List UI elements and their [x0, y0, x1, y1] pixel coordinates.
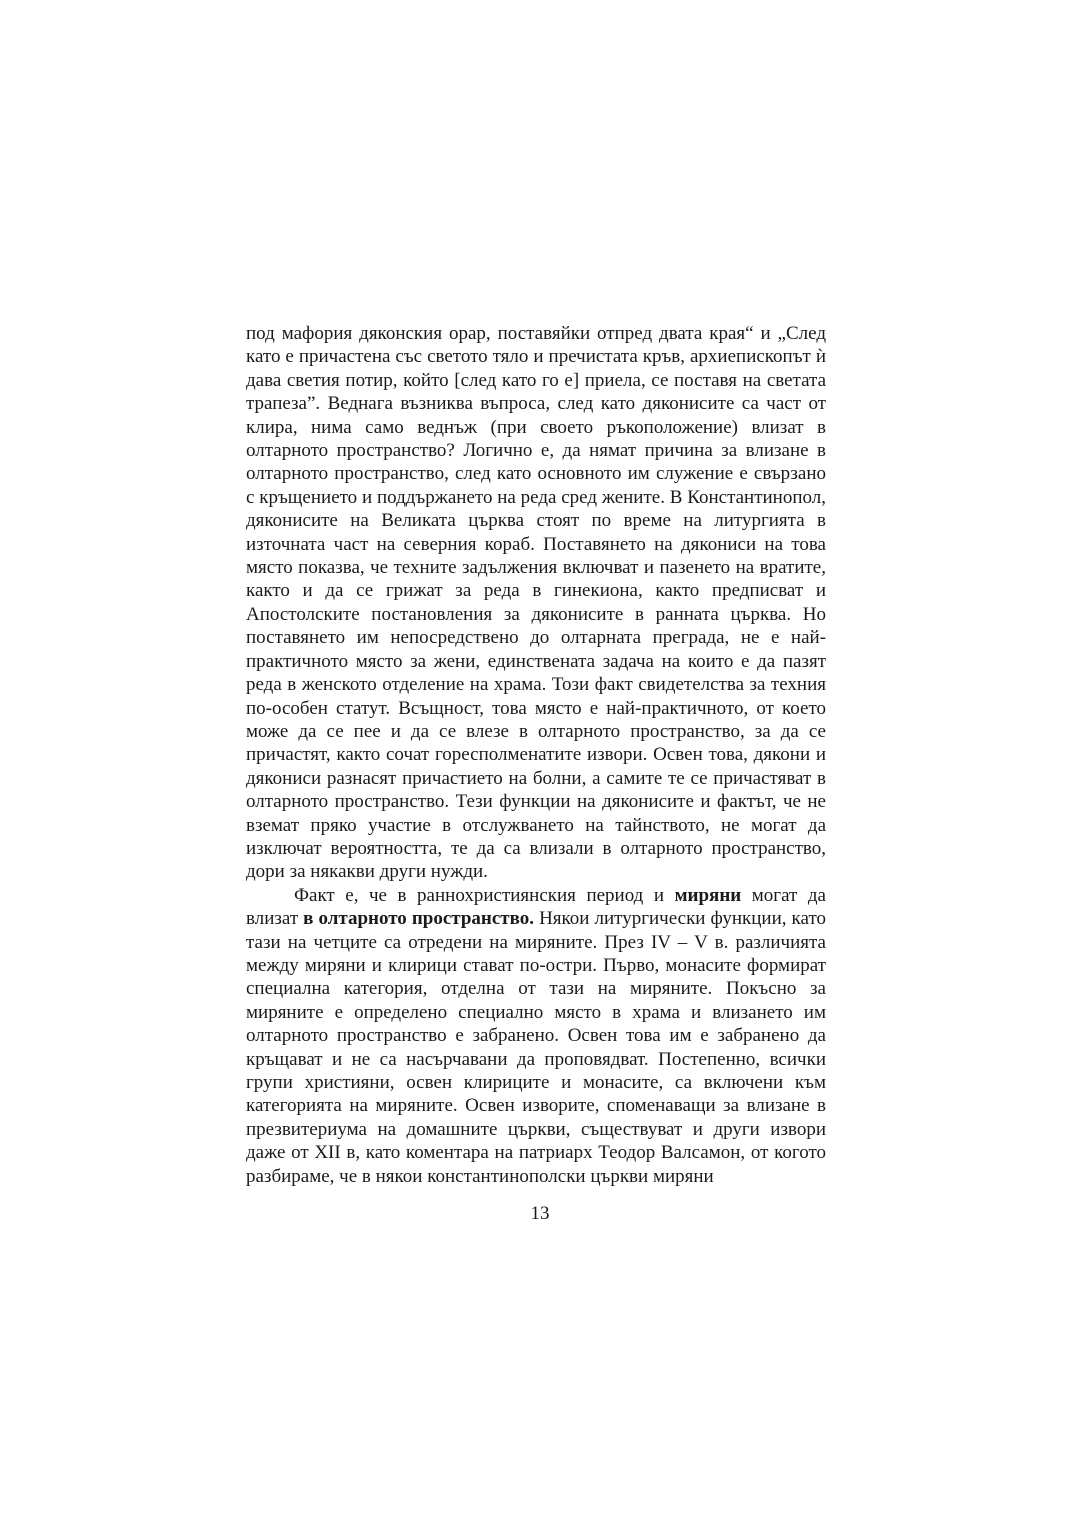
paragraph-2: [246, 884, 826, 1188]
body-text: [246, 322, 826, 1188]
bold-term-altar-space: в олтарното пространство.: [303, 908, 535, 930]
paragraph-2-text-1: Факт е, че в раннохристиянския период и: [294, 884, 675, 906]
paragraph-2-text-3: Някои литургически функции, като тази на четците са отредени на миряните. През IV – V в. различията между миряни и клирици стават по-остри. Първо, монасите формират специална категория, отделна от тази на миряните. Покъсно за миряните е определено специално място в храма и влизането им олтарното пространство е забранено. Освен това им е забранено да кръщават и не са насърчавани да проповядват. Постепенно, всички групи християни, освен клириците и монасите, са включени към категорията на миряните. Освен изворите, споменаващи за влизане в презвитериума на домашните църкви, съществуват и други извори даже от XII в, като коментара на патриарх Теодор Валсамон, от когото разбираме, че в някои константинополски църкви миряни: [246, 908, 826, 1187]
bold-term-laity: миряни: [674, 884, 742, 906]
page-number: 13: [530, 1203, 550, 1224]
paragraph-2-text-2: могат да влизат: [246, 884, 826, 930]
paragraph-1: под мафория дяконския орар, поставяйки отпред двата края“ и „След като е причастена със светото тяло и пречистата кръв, архиепископът ѝ дава светия потир, който [след като го е] приела, се поставя на светата трапеза”. Веднага възниква въпроса, след като дяконисите са част от клира, нима само веднъж (при своето ръкоположение) влизат в олтарното пространство? Логично е, да нямат причина за влизане в олтарното пространство, след като основното им служение е свързано с кръщението и поддържането на реда сред жените. В Константинопол, дяконисите на Великата църква стоят по време на литургията в източната част на северния кораб. Поставянето на дякониси на това място показва, че техните задължения включват и пазенето на вратите, както и да се грижат за реда в гинекиона, както предписват и Апостолските постановления за дяконисите в ранната църква. Но поставянето им непосредствено до олтарната преграда, не е най-практичното място за жени, единствената задача на които е да пазят реда в женското отделение на храма. Този факт свидетелства за техния по-особен статут. Всъщност, това място е най-практичното, от което може да се пее и да се влезе в олтарното пространство, за да се причастят, както сочат горесполменатите извори. Освен това, дякони и дякониси разнасят причастието на болни, а самите те се причастяват в олтарното пространство. Тези функции на дяконисите и фактът, че не вземат пряко участие в отслужването на тайнството, не могат да изключат вероятността, те да са влизали в олтарното пространство, дори за някакви други нужди.: [246, 323, 826, 883]
